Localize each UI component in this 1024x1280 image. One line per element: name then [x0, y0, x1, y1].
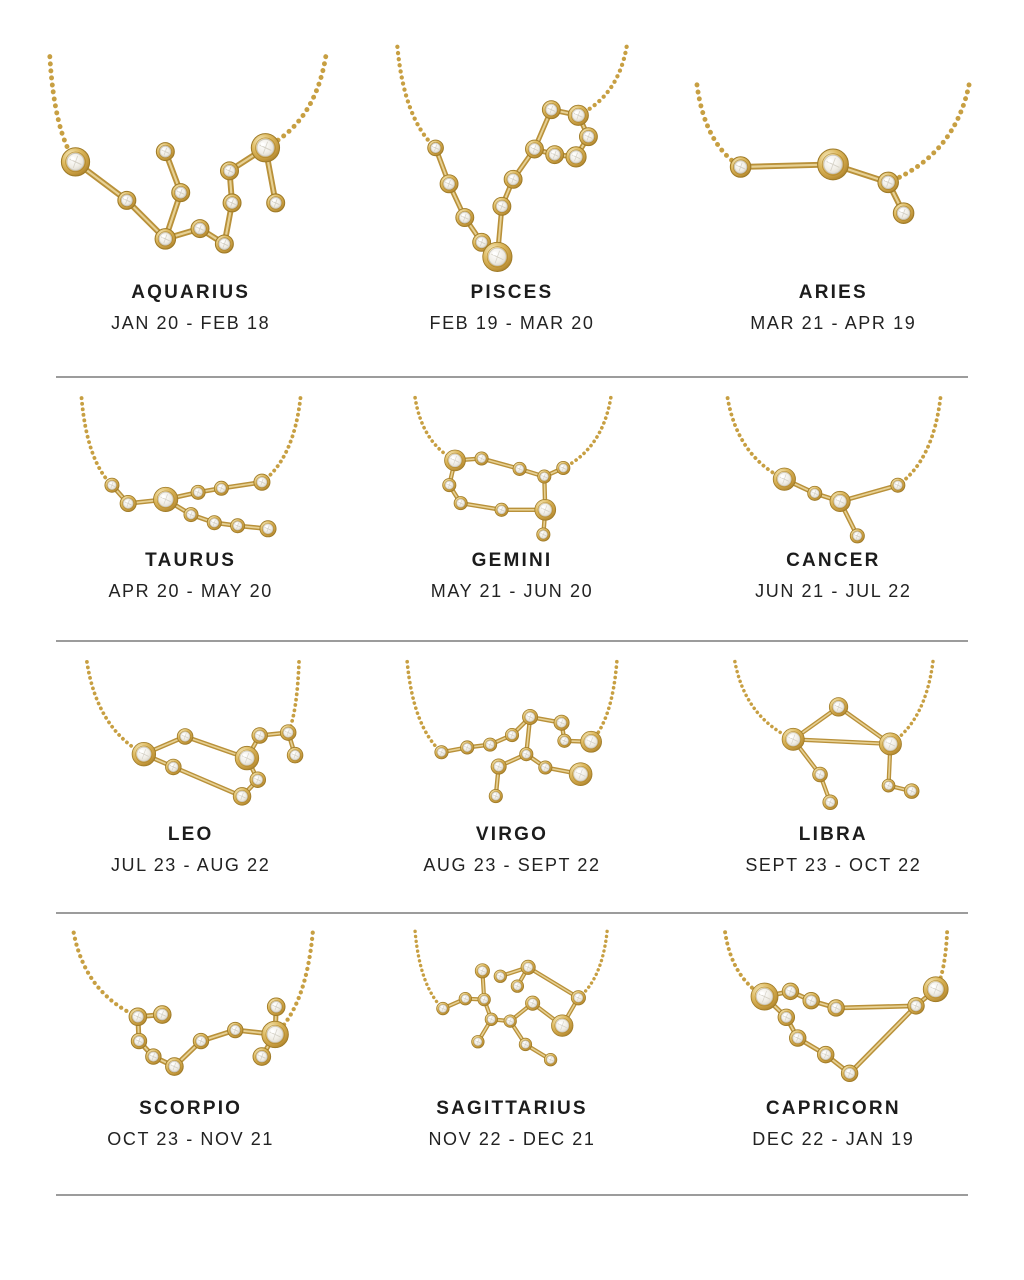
sign-name-scorpio: SCORPIO [139, 1098, 243, 1119]
sign-name-gemini: GEMINI [471, 550, 553, 571]
constellation-necklace-cancer [679, 392, 987, 544]
constellation-necklace-scorpio [37, 926, 345, 1092]
sign-name-taurus: TAURUS [145, 550, 237, 571]
constellation-necklace-capricorn [679, 926, 987, 1092]
zodiac-card-capricorn [673, 926, 994, 1152]
zodiac-card-aries [673, 40, 994, 336]
chart-row-3 [0, 642, 1024, 878]
sign-dates-gemini: MAY 21 - JUN 20 [430, 581, 594, 601]
constellation-necklace-aquarius [37, 40, 345, 276]
row-divider [56, 1194, 968, 1196]
zodiac-card-gemini [351, 392, 672, 604]
chart-row-4 [0, 914, 1024, 1152]
sign-dates-sagittarius: NOV 22 - DEC 21 [428, 1129, 596, 1149]
sign-name-libra: LIBRA [798, 824, 868, 845]
sign-name-capricorn: CAPRICORN [765, 1098, 901, 1119]
sign-name-aries: ARIES [798, 282, 868, 303]
zodiac-card-scorpio [30, 926, 351, 1152]
sign-name-virgo: VIRGO [475, 824, 549, 845]
sign-dates-scorpio: OCT 23 - NOV 21 [107, 1129, 275, 1149]
zodiac-card-libra [673, 656, 994, 878]
sign-name-pisces: PISCES [470, 282, 554, 303]
zodiac-card-sagittarius [351, 926, 672, 1152]
sign-name-leo: LEO [167, 824, 214, 845]
chart-row-2 [0, 378, 1024, 604]
sign-dates-virgo: AUG 23 - SEPT 22 [423, 855, 601, 875]
constellation-necklace-gemini [358, 392, 666, 544]
zodiac-card-cancer [673, 392, 994, 604]
sign-name-sagittarius: SAGITTARIUS [436, 1098, 588, 1119]
sign-dates-taurus: APR 20 - MAY 20 [108, 581, 273, 601]
constellation-necklace-sagittarius [358, 926, 666, 1092]
sign-name-aquarius: AQUARIUS [131, 282, 251, 303]
chart-row-1 [0, 0, 1024, 336]
sign-name-cancer: CANCER [786, 550, 881, 571]
sign-dates-aquarius: JAN 20 - FEB 18 [111, 313, 271, 333]
constellation-necklace-taurus [37, 392, 345, 544]
sign-dates-libra: SEPT 23 - OCT 22 [745, 855, 922, 875]
zodiac-card-pisces [351, 40, 672, 336]
sign-dates-pisces: FEB 19 - MAR 20 [429, 313, 595, 333]
zodiac-card-leo [30, 656, 351, 878]
sign-dates-aries: MAR 21 - APR 19 [750, 313, 917, 333]
zodiac-card-taurus [30, 392, 351, 604]
constellation-necklace-virgo [358, 656, 666, 818]
zodiac-card-aquarius [30, 40, 351, 336]
zodiac-card-virgo [351, 656, 672, 878]
constellation-necklace-libra [679, 656, 987, 818]
constellation-necklace-leo [37, 656, 345, 818]
sign-dates-capricorn: DEC 22 - JAN 19 [752, 1129, 915, 1149]
constellation-necklace-pisces [358, 40, 666, 276]
constellation-necklace-aries [679, 40, 987, 276]
sign-dates-leo: JUL 23 - AUG 22 [110, 855, 271, 875]
sign-dates-cancer: JUN 21 - JUL 22 [755, 581, 912, 601]
